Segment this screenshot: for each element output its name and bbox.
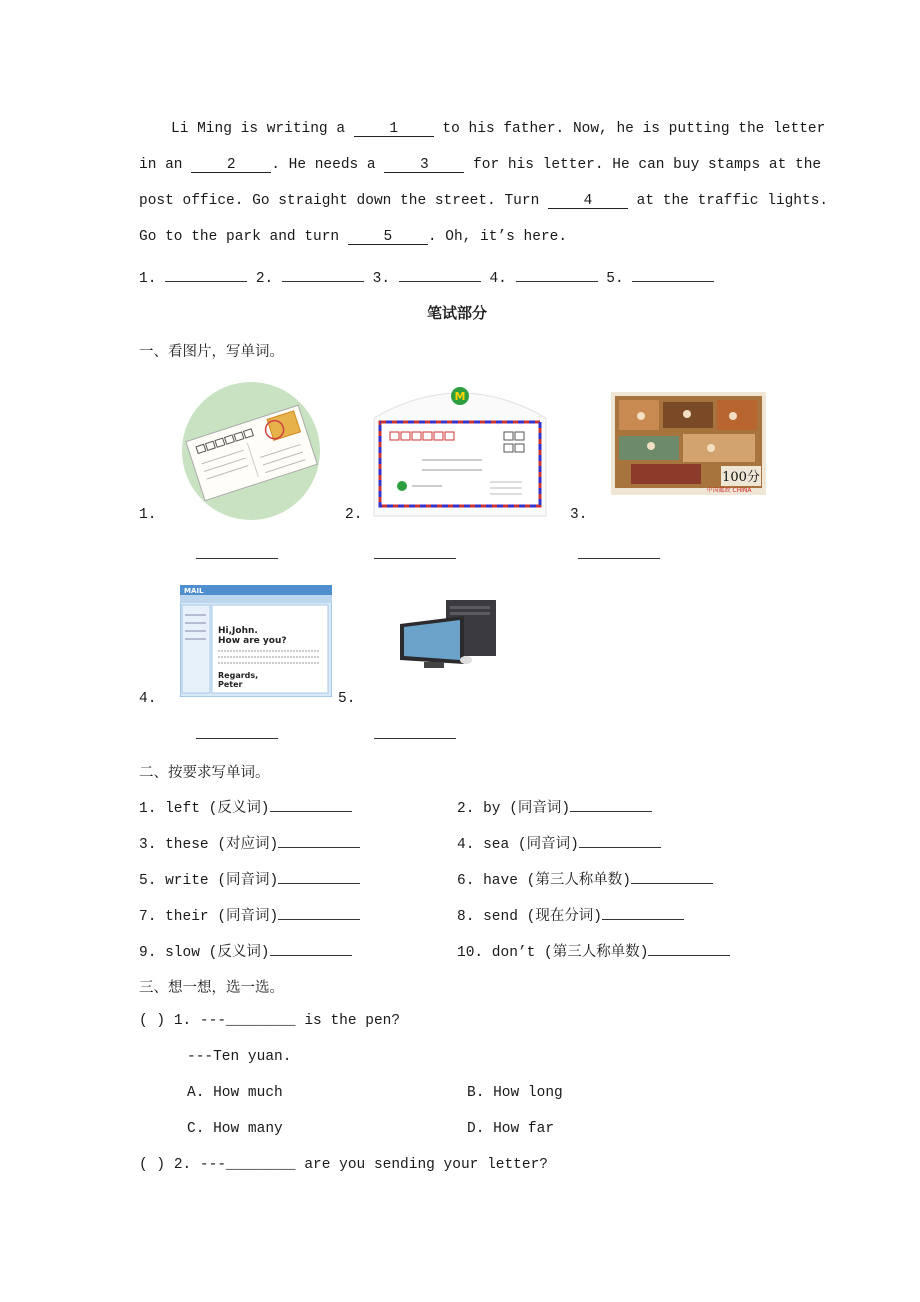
word-item (139, 832, 360, 853)
passage-text: Go to the park and turn (139, 229, 348, 245)
answer-num: 3. (372, 271, 391, 287)
word-item-text: 5. write (同音词) (139, 873, 279, 889)
answer-num: 2. (255, 271, 274, 287)
question-stem: 2. ---________ are you sending your letter? (173, 1157, 548, 1173)
option-a[interactable]: A. How much (187, 1085, 283, 1101)
answer-line[interactable] (165, 267, 247, 282)
word-item-text: 4. sea (同音词) (457, 837, 579, 853)
answer-line[interactable] (648, 941, 730, 956)
answer-line[interactable] (196, 558, 278, 559)
blank-4[interactable]: 4 (548, 194, 628, 209)
email-brand: MAIL (184, 587, 204, 595)
word-item-text: 7. their (同音词) (139, 909, 279, 925)
email-picture (180, 585, 332, 697)
pic-label-2: 2. (345, 507, 363, 523)
email-name: Peter (218, 680, 243, 689)
word-item (139, 940, 352, 961)
answer-num: 5. (606, 271, 624, 287)
answer-line[interactable] (374, 558, 456, 559)
envelope-logo: M (454, 390, 466, 403)
option-c[interactable]: C. How many (187, 1121, 283, 1137)
answer-line[interactable] (516, 267, 598, 282)
passage-text: . He needs a (271, 157, 385, 173)
answer-line[interactable] (578, 558, 660, 559)
answer-line[interactable] (278, 869, 360, 884)
passage-text: at the traffic lights. (627, 193, 829, 209)
pic-label-1: 1. (139, 507, 157, 523)
word-item-text: 6. have (第三人称单数) (457, 873, 632, 889)
blank-1[interactable]: 1 (354, 122, 434, 137)
stamp-country: 中国邮政 CHINA (706, 487, 752, 494)
answer-line[interactable] (270, 797, 352, 812)
question-2 (139, 1157, 548, 1173)
answer-line[interactable] (579, 833, 661, 848)
passage-line-1 (171, 121, 825, 137)
blank-3[interactable]: 3 (384, 158, 464, 173)
passage-text: to his father. Now, he is putting the letter (433, 121, 826, 137)
question-1-reply: ---Ten yuan. (187, 1049, 292, 1065)
option-b[interactable]: B. How long (467, 1085, 563, 1101)
section-title: 笔试部分 (427, 304, 488, 322)
answer-line[interactable] (278, 833, 360, 848)
email-ask: How are you? (218, 636, 287, 646)
option-d[interactable]: D. How far (467, 1121, 555, 1137)
answer-paren[interactable]: ( ) (139, 1157, 166, 1173)
answer-line[interactable] (570, 797, 652, 812)
word-item (139, 868, 360, 889)
part3-heading: 三、想一想，选一选。 (139, 980, 284, 996)
word-item-text: 10. don’t (第三人称单数) (457, 945, 649, 961)
part2-heading: 二、按要求写单词。 (139, 765, 270, 781)
question-1 (139, 1013, 400, 1029)
word-item-text: 1. left (反义词) (139, 801, 270, 817)
pic-label-5: 5. (338, 691, 356, 707)
word-item (457, 940, 730, 961)
envelope-picture (372, 378, 548, 518)
passage-text: in an (139, 157, 192, 173)
passage-text: for his letter. He can buy stamps at the (464, 157, 822, 173)
answer-num: 4. (489, 271, 507, 287)
answer-line[interactable] (270, 941, 352, 956)
word-item (457, 868, 713, 889)
answer-row (139, 267, 714, 287)
stamp-picture (611, 392, 766, 495)
email-close: Regards, (218, 671, 259, 680)
pic-label-3: 3. (570, 507, 588, 523)
blank-5[interactable]: 5 (348, 230, 428, 245)
answer-line[interactable] (374, 738, 456, 739)
word-item (457, 904, 684, 925)
passage-text: . Oh, it’s here. (427, 229, 568, 245)
answer-paren[interactable]: ( ) (139, 1013, 166, 1029)
word-item (139, 904, 360, 925)
postcard-picture (180, 382, 322, 520)
word-item-text: 9. slow (反义词) (139, 945, 270, 961)
answer-line[interactable] (602, 905, 684, 920)
passage-text: Li Ming is writing a (171, 121, 354, 137)
word-item (139, 796, 352, 817)
word-item-text: 3. these (对应词) (139, 837, 279, 853)
answer-line[interactable] (632, 267, 714, 282)
passage-text: post office. Go straight down the street. Turn (139, 193, 548, 209)
blank-2[interactable]: 2 (191, 158, 271, 173)
answer-line[interactable] (631, 869, 713, 884)
answer-line[interactable] (196, 738, 278, 739)
word-item-text: 2. by (同音词) (457, 801, 571, 817)
answer-line[interactable] (282, 267, 364, 282)
answer-line[interactable] (278, 905, 360, 920)
part1-heading: 一、看图片，写单词。 (139, 344, 284, 360)
passage-line-4 (139, 229, 567, 245)
word-item-text: 8. send (现在分词) (457, 909, 603, 925)
pic-label-4: 4. (139, 691, 157, 707)
word-item (457, 832, 661, 853)
email-greet: Hi,John. (218, 626, 258, 636)
passage-line-3 (139, 193, 828, 209)
passage-line-2 (139, 157, 821, 173)
answer-num: 1. (139, 271, 157, 287)
word-item (457, 796, 652, 817)
stamp-value: 100分 (722, 470, 760, 485)
answer-line[interactable] (399, 267, 481, 282)
computer-picture (396, 598, 500, 674)
question-stem: 1. ---________ is the pen? (173, 1013, 401, 1029)
